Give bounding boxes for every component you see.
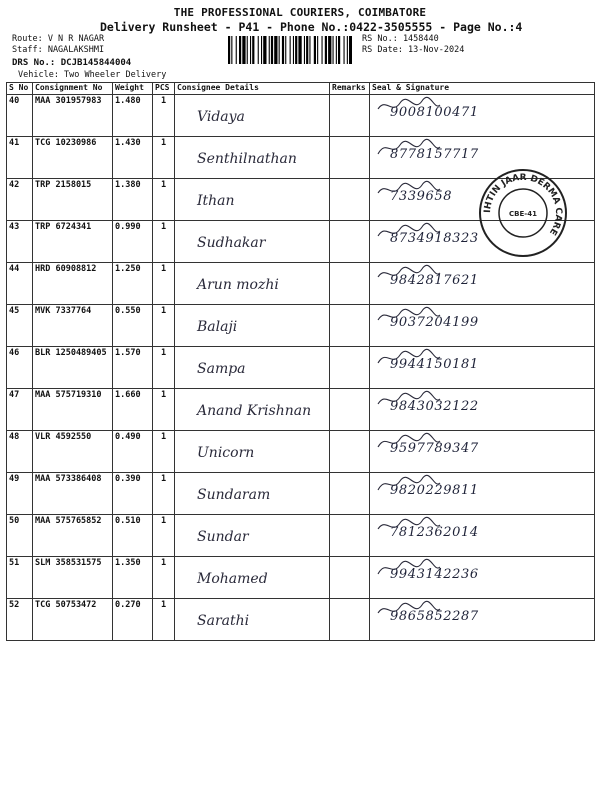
cell-pcs: 1 bbox=[153, 95, 175, 137]
cell-remarks bbox=[330, 179, 370, 221]
cell-pcs: 1 bbox=[153, 431, 175, 473]
cell-pcs: 1 bbox=[153, 557, 175, 599]
consignee-handwritten-name: Vidaya bbox=[197, 109, 245, 125]
rs-number: RS No.: 1458440 bbox=[362, 34, 439, 44]
cell-remarks bbox=[330, 473, 370, 515]
cell-consignee bbox=[175, 221, 330, 263]
cell-weight: 1.570 bbox=[113, 347, 153, 389]
cell-consignee bbox=[175, 557, 330, 599]
table-row bbox=[7, 431, 595, 473]
cell-consignee bbox=[175, 305, 330, 347]
cell-sno: 46 bbox=[7, 347, 33, 389]
table-row bbox=[7, 263, 595, 305]
cell-remarks bbox=[330, 95, 370, 137]
cell-pcs: 1 bbox=[153, 473, 175, 515]
cell-sno: 50 bbox=[7, 515, 33, 557]
cell-consignment: MVK 7337764 bbox=[33, 305, 113, 347]
cell-consignment: SLM 358531575 bbox=[33, 557, 113, 599]
consignee-handwritten-name: Balaji bbox=[197, 319, 238, 335]
cell-signature bbox=[370, 515, 595, 557]
consignee-handwritten-name: Sudhakar bbox=[197, 235, 266, 251]
cell-remarks bbox=[330, 221, 370, 263]
signature-phone: 8778157717 bbox=[390, 147, 479, 162]
table-row bbox=[7, 95, 595, 137]
consignee-handwritten-name: Unicorn bbox=[197, 445, 255, 461]
cell-remarks bbox=[330, 137, 370, 179]
cell-weight: 1.350 bbox=[113, 557, 153, 599]
signature-phone: 9820229811 bbox=[390, 483, 479, 498]
signature-phone: 9943142236 bbox=[390, 567, 479, 582]
cell-signature bbox=[370, 347, 595, 389]
signature-phone: 9597789347 bbox=[390, 441, 479, 456]
signature-phone: 9008100471 bbox=[390, 105, 479, 120]
table-row bbox=[7, 557, 595, 599]
cell-weight: 1.380 bbox=[113, 179, 153, 221]
cell-remarks bbox=[330, 347, 370, 389]
cell-consignee bbox=[175, 431, 330, 473]
signature-phone: 9865852287 bbox=[390, 609, 479, 624]
header-weight: Weight bbox=[113, 83, 153, 95]
barcode bbox=[228, 36, 352, 64]
document-title: THE PROFESSIONAL COURIERS, COIMBATORE bbox=[173, 6, 427, 19]
cell-remarks bbox=[330, 557, 370, 599]
cell-weight: 1.660 bbox=[113, 389, 153, 431]
cell-pcs: 1 bbox=[153, 137, 175, 179]
cell-consignee bbox=[175, 95, 330, 137]
rs-date: RS Date: 13-Nov-2024 bbox=[362, 45, 465, 55]
cell-consignment: MAA 573386408 bbox=[33, 473, 113, 515]
cell-sno: 48 bbox=[7, 431, 33, 473]
header-remarks: Remarks bbox=[330, 83, 370, 95]
cell-consignment: VLR 4592550 bbox=[33, 431, 113, 473]
signature-phone: 9843032122 bbox=[390, 399, 479, 414]
cell-consignment: TRP 2158015 bbox=[33, 179, 113, 221]
runsheet-subtitle: Delivery Runsheet - P41 - Phone No.:0422-3505555 - Page No.:4 bbox=[100, 20, 523, 34]
consignee-handwritten-name: Sundaram bbox=[197, 487, 271, 503]
cell-consignee bbox=[175, 473, 330, 515]
cell-weight: 0.550 bbox=[113, 305, 153, 347]
cell-consignee bbox=[175, 179, 330, 221]
cell-signature bbox=[370, 389, 595, 431]
vehicle-label: Vehicle: Two Wheeler Delivery bbox=[18, 70, 167, 80]
cell-sno: 44 bbox=[7, 263, 33, 305]
cell-weight: 0.270 bbox=[113, 599, 153, 641]
drs-number: DRS No.: DCJB145844004 bbox=[12, 58, 132, 68]
consignee-handwritten-name: Mohamed bbox=[197, 571, 268, 587]
table-row bbox=[7, 389, 595, 431]
table-row bbox=[7, 347, 595, 389]
cell-pcs: 1 bbox=[153, 221, 175, 263]
cell-sno: 41 bbox=[7, 137, 33, 179]
consignee-handwritten-name: Ithan bbox=[197, 193, 235, 209]
cell-consignment: MAA 575765852 bbox=[33, 515, 113, 557]
cell-signature bbox=[370, 599, 595, 641]
staff-label: Staff: NAGALAKSHMI bbox=[12, 45, 105, 55]
cell-consignee bbox=[175, 515, 330, 557]
cell-signature bbox=[370, 263, 595, 305]
cell-pcs: 1 bbox=[153, 305, 175, 347]
cell-weight: 0.490 bbox=[113, 431, 153, 473]
cell-pcs: 1 bbox=[153, 599, 175, 641]
cell-sno: 40 bbox=[7, 95, 33, 137]
cell-signature bbox=[370, 557, 595, 599]
cell-remarks bbox=[330, 515, 370, 557]
header-consignee: Consignee Details bbox=[175, 83, 330, 95]
cell-consignment: TCG 10230986 bbox=[33, 137, 113, 179]
cell-consignment: TCG 50753472 bbox=[33, 599, 113, 641]
cell-consignee bbox=[175, 599, 330, 641]
runsheet-table bbox=[6, 82, 595, 641]
consignee-handwritten-name: Anand Krishnan bbox=[197, 403, 312, 419]
cell-weight: 1.480 bbox=[113, 95, 153, 137]
cell-remarks bbox=[330, 389, 370, 431]
cell-weight: 0.390 bbox=[113, 473, 153, 515]
svg-text:IHTIN JAAR DERMA CARE bbox=[483, 173, 563, 237]
stamp-text: IHTIN JAAR DERMA CARE bbox=[482, 172, 564, 237]
cell-consignment: HRD 60908812 bbox=[33, 263, 113, 305]
cell-pcs: 1 bbox=[153, 515, 175, 557]
cell-remarks bbox=[330, 305, 370, 347]
seal-stamp bbox=[478, 168, 568, 258]
consignee-handwritten-name: Senthilnathan bbox=[197, 151, 297, 167]
cell-remarks bbox=[330, 431, 370, 473]
consignee-handwritten-name: Sundar bbox=[197, 529, 249, 545]
cell-remarks bbox=[330, 263, 370, 305]
signature-phone: 9944150181 bbox=[390, 357, 479, 372]
cell-sno: 49 bbox=[7, 473, 33, 515]
table-row bbox=[7, 515, 595, 557]
cell-consignee bbox=[175, 347, 330, 389]
cell-consignment: MAA 575719310 bbox=[33, 389, 113, 431]
header-consignment: Consignment No bbox=[33, 83, 113, 95]
cell-pcs: 1 bbox=[153, 179, 175, 221]
cell-signature bbox=[370, 473, 595, 515]
header-signature: Seal & Signature bbox=[370, 83, 595, 95]
cell-consignee bbox=[175, 389, 330, 431]
cell-pcs: 1 bbox=[153, 347, 175, 389]
cell-consignment: TRP 6724341 bbox=[33, 221, 113, 263]
cell-sno: 51 bbox=[7, 557, 33, 599]
table-row bbox=[7, 473, 595, 515]
consignee-handwritten-name: Arun mozhi bbox=[197, 277, 279, 293]
cell-consignment: BLR 1250489405 bbox=[33, 347, 113, 389]
cell-sno: 42 bbox=[7, 179, 33, 221]
table-row bbox=[7, 305, 595, 347]
cell-consignment: MAA 301957983 bbox=[33, 95, 113, 137]
cell-remarks bbox=[330, 599, 370, 641]
cell-pcs: 1 bbox=[153, 263, 175, 305]
signature-phone: 9842817621 bbox=[390, 273, 479, 288]
signature-phone: 7339658 bbox=[390, 189, 453, 204]
cell-signature bbox=[370, 431, 595, 473]
signature-phone: 7812362014 bbox=[390, 525, 479, 540]
cell-sno: 45 bbox=[7, 305, 33, 347]
cell-signature bbox=[370, 305, 595, 347]
consignee-handwritten-name: Sarathi bbox=[197, 613, 250, 629]
cell-signature bbox=[370, 95, 595, 137]
cell-sno: 43 bbox=[7, 221, 33, 263]
cell-weight: 0.510 bbox=[113, 515, 153, 557]
cell-weight: 1.430 bbox=[113, 137, 153, 179]
header-sno: S No bbox=[7, 83, 33, 95]
cell-consignee bbox=[175, 137, 330, 179]
table-row bbox=[7, 599, 595, 641]
cell-weight: 1.250 bbox=[113, 263, 153, 305]
consignee-handwritten-name: Sampa bbox=[197, 361, 246, 377]
signature-phone: 9037204199 bbox=[390, 315, 479, 330]
route-label: Route: V N R NAGAR bbox=[12, 34, 105, 44]
cell-sno: 47 bbox=[7, 389, 33, 431]
cell-weight: 0.990 bbox=[113, 221, 153, 263]
cell-consignee bbox=[175, 263, 330, 305]
cell-sno: 52 bbox=[7, 599, 33, 641]
signature-phone: 8734918323 bbox=[390, 231, 479, 246]
table-header-row bbox=[7, 83, 595, 95]
stamp-center-text: CBE-41 bbox=[509, 210, 537, 218]
header-pcs: PCS bbox=[153, 83, 175, 95]
cell-pcs: 1 bbox=[153, 389, 175, 431]
